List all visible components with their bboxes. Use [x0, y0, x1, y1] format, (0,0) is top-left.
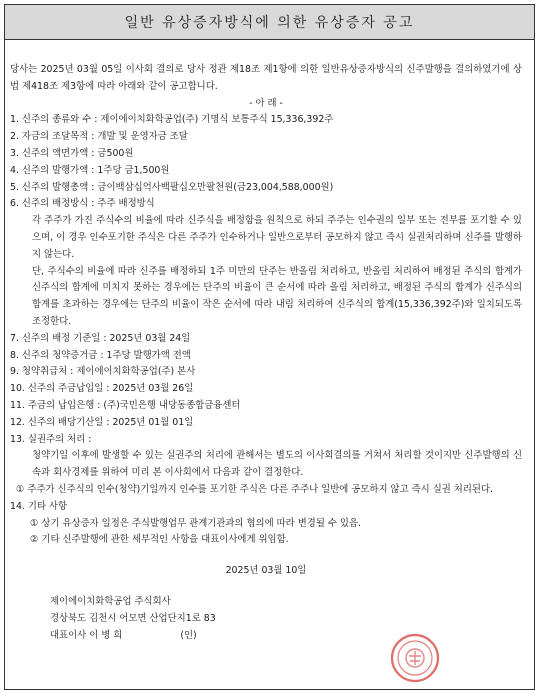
item-13: 13. 실권주의 처리 :: [10, 433, 92, 445]
item-11: 11. 주금의 납입은행 : (주)국민은행 내당동종합금융센터: [10, 399, 241, 411]
signature-block: [10, 594, 522, 644]
item-6: 6. 신주의 배정방식 : 주주 배정방식: [10, 198, 155, 210]
ceo-line: [50, 628, 522, 645]
item-3: 3. 신주의 액면가액 : 금500원: [10, 147, 134, 159]
item-9: 9. 청약취급처 : 제이에이치화학공업(주) 본사: [10, 366, 196, 378]
separator-label: - 아 래 -: [249, 97, 283, 109]
item-2: 2. 자금의 조달목적 : 개발 및 운영자금 조달: [10, 131, 188, 143]
intro-paragraph: 당사는 2025년 03월 05일 이사회 결의로 당사 정관 제18조 제1항에 의한 일반유상증자방식의 신주발행을 결의하였기에 상법 제418조 제3항에 따라 아래와 같이 공고합니다.: [10, 64, 522, 92]
item-14: 14. 기타 사항: [10, 500, 68, 512]
company-address: 경상북도 김천시 어모면 산업단지1로 83: [50, 612, 216, 624]
seal-mark-text: (인): [180, 629, 197, 641]
item-8: 8. 신주의 청약증거금 : 1주당 발행가액 전액: [10, 349, 191, 361]
item-12: 12. 신주의 배당기산일 : 2025년 01월 01일: [10, 416, 194, 428]
item-6-paragraph-2: 단, 주식수의 비율에 따라 신주를 배정하되 1주 미만의 단주는 반올림 처리하고, 반올림 처리하여 배정된 주식의 합계가 신주식의 합계에 미치지 못하는 경우에는 단주의 비율이 큰 순서에 따라 올림 처리하고, 배정된 주식의 합계가 신주식의 합계를 초과하는 경우에는 단주의 비율이 작은 순서에 따라 내림 처리하여 신주식의 합계(15,336,392주)와 일치되도록 조정한다.: [32, 265, 522, 327]
item-1: 1. 신주의 종류와 수 : 제이에이치화학공업(주) 기명식 보통주식 15,336,392주: [10, 114, 334, 126]
item-14-note-1: ① 상기 유상증자 일정은 주식발행업무 관계기관과의 협의에 따라 변경될 수 있음.: [30, 517, 361, 529]
company-seal-icon: [389, 632, 441, 684]
notice-body: [10, 62, 522, 644]
notice-title: 일반 유상증자방식에 의한 유상증자 공고: [124, 15, 415, 31]
item-6-paragraph-1: 각 주주가 가진 주식수의 비율에 따라 신주식을 배정함을 원칙으로 하되 주주는 인수권의 일부 또는 전부를 포기할 수 있으며, 이 경우 인수포기한 주식은 다른 주주가 인수하거나 일반으로부터 공모하지 않고 즉시 실권처리하며 신주를 발행하지 않는다.: [32, 215, 522, 260]
ceo-name: 대표이사 이 병 희: [50, 629, 123, 641]
item-5: 5. 신주의 발행총액 : 금이백삼십억사백팔십오만팔천원(금23,004,588,000원): [10, 181, 334, 193]
title-bar: [5, 5, 534, 40]
item-7: 7. 신주의 배정 기준일 : 2025년 03월 24일: [10, 332, 191, 344]
company-name: 제이에이치화학공업 주식회사: [50, 595, 171, 607]
item-14-note-2: ② 기타 신주발행에 관한 세부적인 사항을 대표이사에게 위임함.: [30, 534, 289, 546]
notice-date: 2025년 03월 10일: [225, 565, 307, 577]
item-4: 4. 신주의 발행가액 : 1주당 금1,500원: [10, 164, 170, 176]
item-10: 10. 신주의 주금납입일 : 2025년 03월 26일: [10, 383, 194, 395]
item-13-note: ① 주주가 신주식의 인수(청약)기일까지 인수를 포기한 주식은 다른 주주나 일반에 공모하지 않고 즉시 실권 처리된다.: [16, 483, 494, 495]
item-13-paragraph: 청약기일 이후에 발생할 수 있는 실권주의 처리에 관해서는 별도의 이사회결의를 거쳐서 처리할 것이지만 신주발행의 신속과 회사경제를 위하여 미리 본 이사회에서 다음과 같이 결정한다.: [32, 450, 522, 479]
